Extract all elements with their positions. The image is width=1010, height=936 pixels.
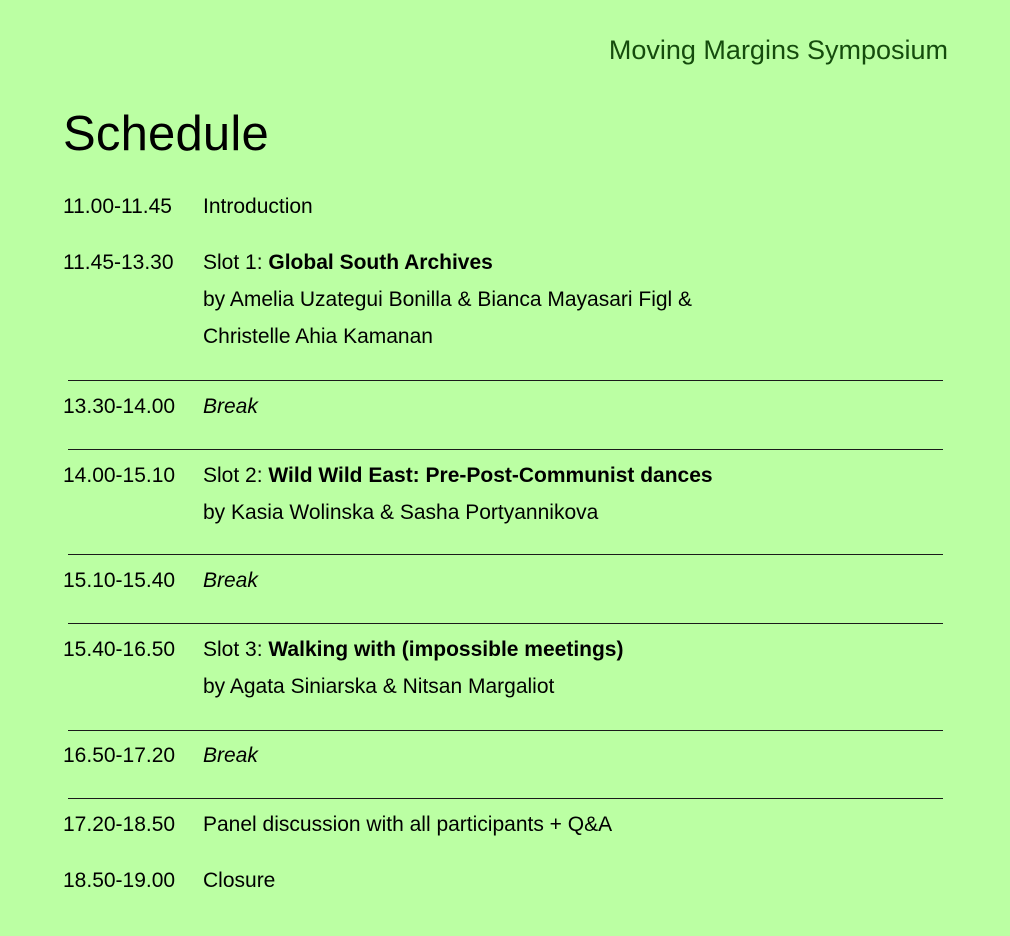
schedule-time: 15.40-16.50 — [63, 638, 176, 661]
slot-prefix: Slot 3: — [203, 638, 263, 661]
slot-presenters: by Amelia Uzategui Bonilla & Bianca Mayasari Figl & — [203, 288, 693, 311]
slot-presenters: by Agata Siniarska & Nitsan Margaliot — [203, 675, 555, 698]
page-title: Schedule — [63, 107, 269, 161]
break-label: Break — [203, 395, 258, 418]
schedule-description: Introduction — [203, 195, 313, 218]
schedule-description — [203, 562, 943, 599]
schedule-description: Panel discussion with all participants + Q&A — [203, 813, 613, 836]
slot-title: Walking with (impossible meetings) — [268, 638, 624, 661]
slot-heading — [203, 244, 943, 281]
break-label: Break — [203, 569, 258, 592]
schedule-item-slot-1 — [63, 244, 943, 355]
schedule-item-closure — [63, 862, 943, 899]
slot-title: Wild Wild East: Pre-Post-Communist dances — [268, 464, 713, 487]
slot-presenters: Christelle Ahia Kamanan — [203, 325, 433, 348]
slot-title: Global South Archives — [268, 251, 493, 274]
schedule-time: 14.00-15.10 — [63, 464, 176, 487]
schedule-description — [203, 457, 943, 531]
schedule-time: 11.00-11.45 — [63, 195, 172, 218]
slot-presenters: by Kasia Wolinska & Sasha Portyannikova — [203, 501, 599, 524]
schedule-item-slot-2 — [63, 457, 943, 531]
divider — [68, 730, 943, 731]
schedule-description: Closure — [203, 869, 276, 892]
schedule-item-break — [63, 562, 943, 599]
schedule-item-break — [63, 388, 943, 425]
slot-heading — [203, 631, 943, 668]
divider — [68, 380, 943, 381]
schedule-time: 13.30-14.00 — [63, 395, 176, 418]
schedule-time: 11.45-13.30 — [63, 251, 174, 274]
schedule-time: 16.50-17.20 — [63, 744, 176, 767]
schedule-item-panel — [63, 806, 943, 843]
schedule-description — [203, 737, 943, 774]
divider — [68, 554, 943, 555]
schedule-time: 18.50-19.00 — [63, 869, 176, 892]
schedule-time: 15.10-15.40 — [63, 569, 176, 592]
site-title[interactable]: Moving Margins Symposium — [608, 35, 948, 65]
schedule-item-break — [63, 737, 943, 774]
slot-heading — [203, 457, 943, 494]
schedule-description — [203, 244, 943, 355]
divider — [68, 449, 943, 450]
slot-prefix: Slot 1: — [203, 251, 263, 274]
schedule-item-introduction — [63, 188, 943, 225]
schedule-description — [203, 631, 943, 705]
break-label: Break — [203, 744, 258, 767]
divider — [68, 623, 943, 624]
schedule-item-slot-3 — [63, 631, 943, 705]
schedule-time: 17.20-18.50 — [63, 813, 176, 836]
slot-prefix: Slot 2: — [203, 464, 263, 487]
divider — [68, 798, 943, 799]
schedule-description — [203, 388, 943, 425]
